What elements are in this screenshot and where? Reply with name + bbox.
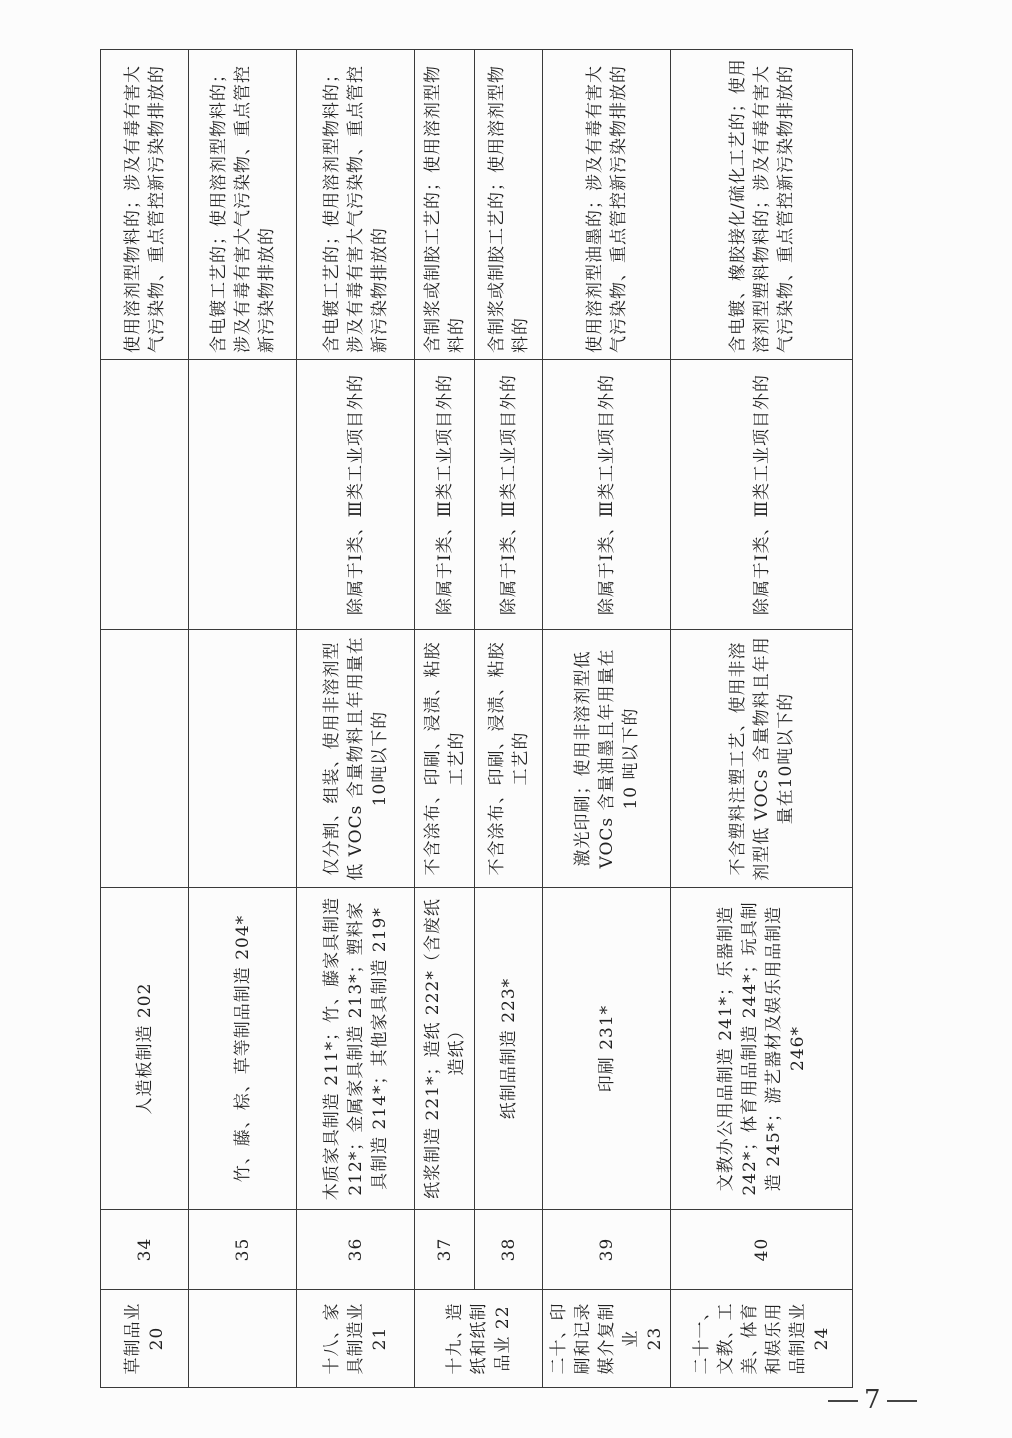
condition-cell-a: 仅分割、组装、使用非溶剂型低 VOCs 含量物料且年用量在10吨以下的 xyxy=(297,630,415,888)
category-cell: 草制品业 20 xyxy=(101,1290,189,1388)
table-row xyxy=(415,50,475,1388)
condition-cell-a xyxy=(189,630,297,888)
table-row xyxy=(475,50,543,1388)
condition-cell-b xyxy=(189,360,297,630)
condition-cell-c: 使用溶剂型物料的；涉及有毒有害大气污染物、重点管控新污染物排放的 xyxy=(101,50,189,360)
rotated-table-wrapper xyxy=(100,50,884,1388)
category-cell: 二十一、文教、工美、体育和娱乐用品制造业 24 xyxy=(671,1290,853,1388)
condition-cell-c: 含制浆或制胶工艺的；使用溶剂型物料的 xyxy=(475,50,543,360)
condition-cell-c: 使用溶剂型油墨的；涉及有毒有害大气污染物、重点管控新污染物排放的 xyxy=(543,50,671,360)
item-number: 39 xyxy=(543,1210,671,1290)
condition-cell-c: 含电镀工艺的；使用溶剂型物料的；涉及有毒有害大气污染物、重点管控新污染物排放的 xyxy=(297,50,415,360)
industry-cell: 印刷 231* xyxy=(543,888,671,1210)
condition-cell-a xyxy=(101,630,189,888)
industry-cell: 文教办公用品制造 241*；乐器制造 242*；体育用品制造 244*；玩具制造 245*；游艺器材及娱乐用品制造 246* xyxy=(671,888,853,1210)
table-row xyxy=(297,50,415,1388)
item-number: 35 xyxy=(189,1210,297,1290)
page-number xyxy=(822,1385,923,1415)
category-cell: 十八、家具制造业 21 xyxy=(297,1290,415,1388)
category-cell: 十九、造纸和纸制品业 22 xyxy=(415,1290,543,1388)
table-row xyxy=(543,50,671,1388)
industry-cell: 人造板制造 202 xyxy=(101,888,189,1210)
table-row xyxy=(101,50,189,1388)
industry-cell: 纸浆制造 221*；造纸 222*（含废纸造纸） xyxy=(415,888,475,1210)
item-number: 38 xyxy=(475,1210,543,1290)
condition-cell-c: 含电镀工艺的；使用溶剂型物料的；涉及有毒有害大气污染物、重点管控新污染物排放的 xyxy=(189,50,297,360)
category-cell: 二十、印刷和记录媒介复制业 23 xyxy=(543,1290,671,1388)
item-number: 37 xyxy=(415,1210,475,1290)
industry-cell: 纸制品制造 223* xyxy=(475,888,543,1210)
item-number: 40 xyxy=(671,1210,853,1290)
page-number-dash-right xyxy=(887,1400,917,1402)
category-cell xyxy=(189,1290,297,1388)
condition-cell-b: 除属于I类、Ⅲ类工业项目外的 xyxy=(671,360,853,630)
condition-cell-b xyxy=(101,360,189,630)
table-row xyxy=(671,50,853,1388)
condition-cell-a: 激光印刷；使用非溶剂型低 VOCs 含量油墨且年用量在 10 吨以下的 xyxy=(543,630,671,888)
industry-cell: 竹、藤、棕、草等制品制造 204* xyxy=(189,888,297,1210)
industry-cell: 木质家具制造 211*；竹、藤家具制造 212*；金属家具制造 213*；塑料家具制造 214*；其他家具制造 219* xyxy=(297,888,415,1210)
condition-cell-b: 除属于I类、Ⅲ类工业项目外的 xyxy=(543,360,671,630)
item-number: 34 xyxy=(101,1210,189,1290)
condition-cell-c: 含电镀、橡胶接化/硫化工艺的；使用溶剂型塑料物料的；涉及有毒有害大气污染物、重点管控新污染物排放的 xyxy=(671,50,853,360)
page-number-dash-left xyxy=(828,1400,858,1402)
condition-cell-b: 除属于I类、Ⅲ类工业项目外的 xyxy=(297,360,415,630)
condition-cell-b: 除属于I类、Ⅲ类工业项目外的 xyxy=(475,360,543,630)
condition-cell-a: 不含涂布、印刷、浸渍、粘胶工艺的 xyxy=(475,630,543,888)
condition-cell-a: 不含塑料注塑工艺、使用非溶剂型低 VOCs 含量物料且年用量在10吨以下的 xyxy=(671,630,853,888)
condition-cell-a: 不含涂布、印刷、浸渍、粘胶工艺的 xyxy=(415,630,475,888)
industry-classification-table xyxy=(100,49,853,1388)
table-row xyxy=(189,50,297,1388)
item-number: 36 xyxy=(297,1210,415,1290)
condition-cell-c: 含制浆或制胶工艺的；使用溶剂型物料的 xyxy=(415,50,475,360)
page-number-value: 7 xyxy=(864,1385,881,1415)
condition-cell-b: 除属于I类、Ⅲ类工业项目外的 xyxy=(415,360,475,630)
